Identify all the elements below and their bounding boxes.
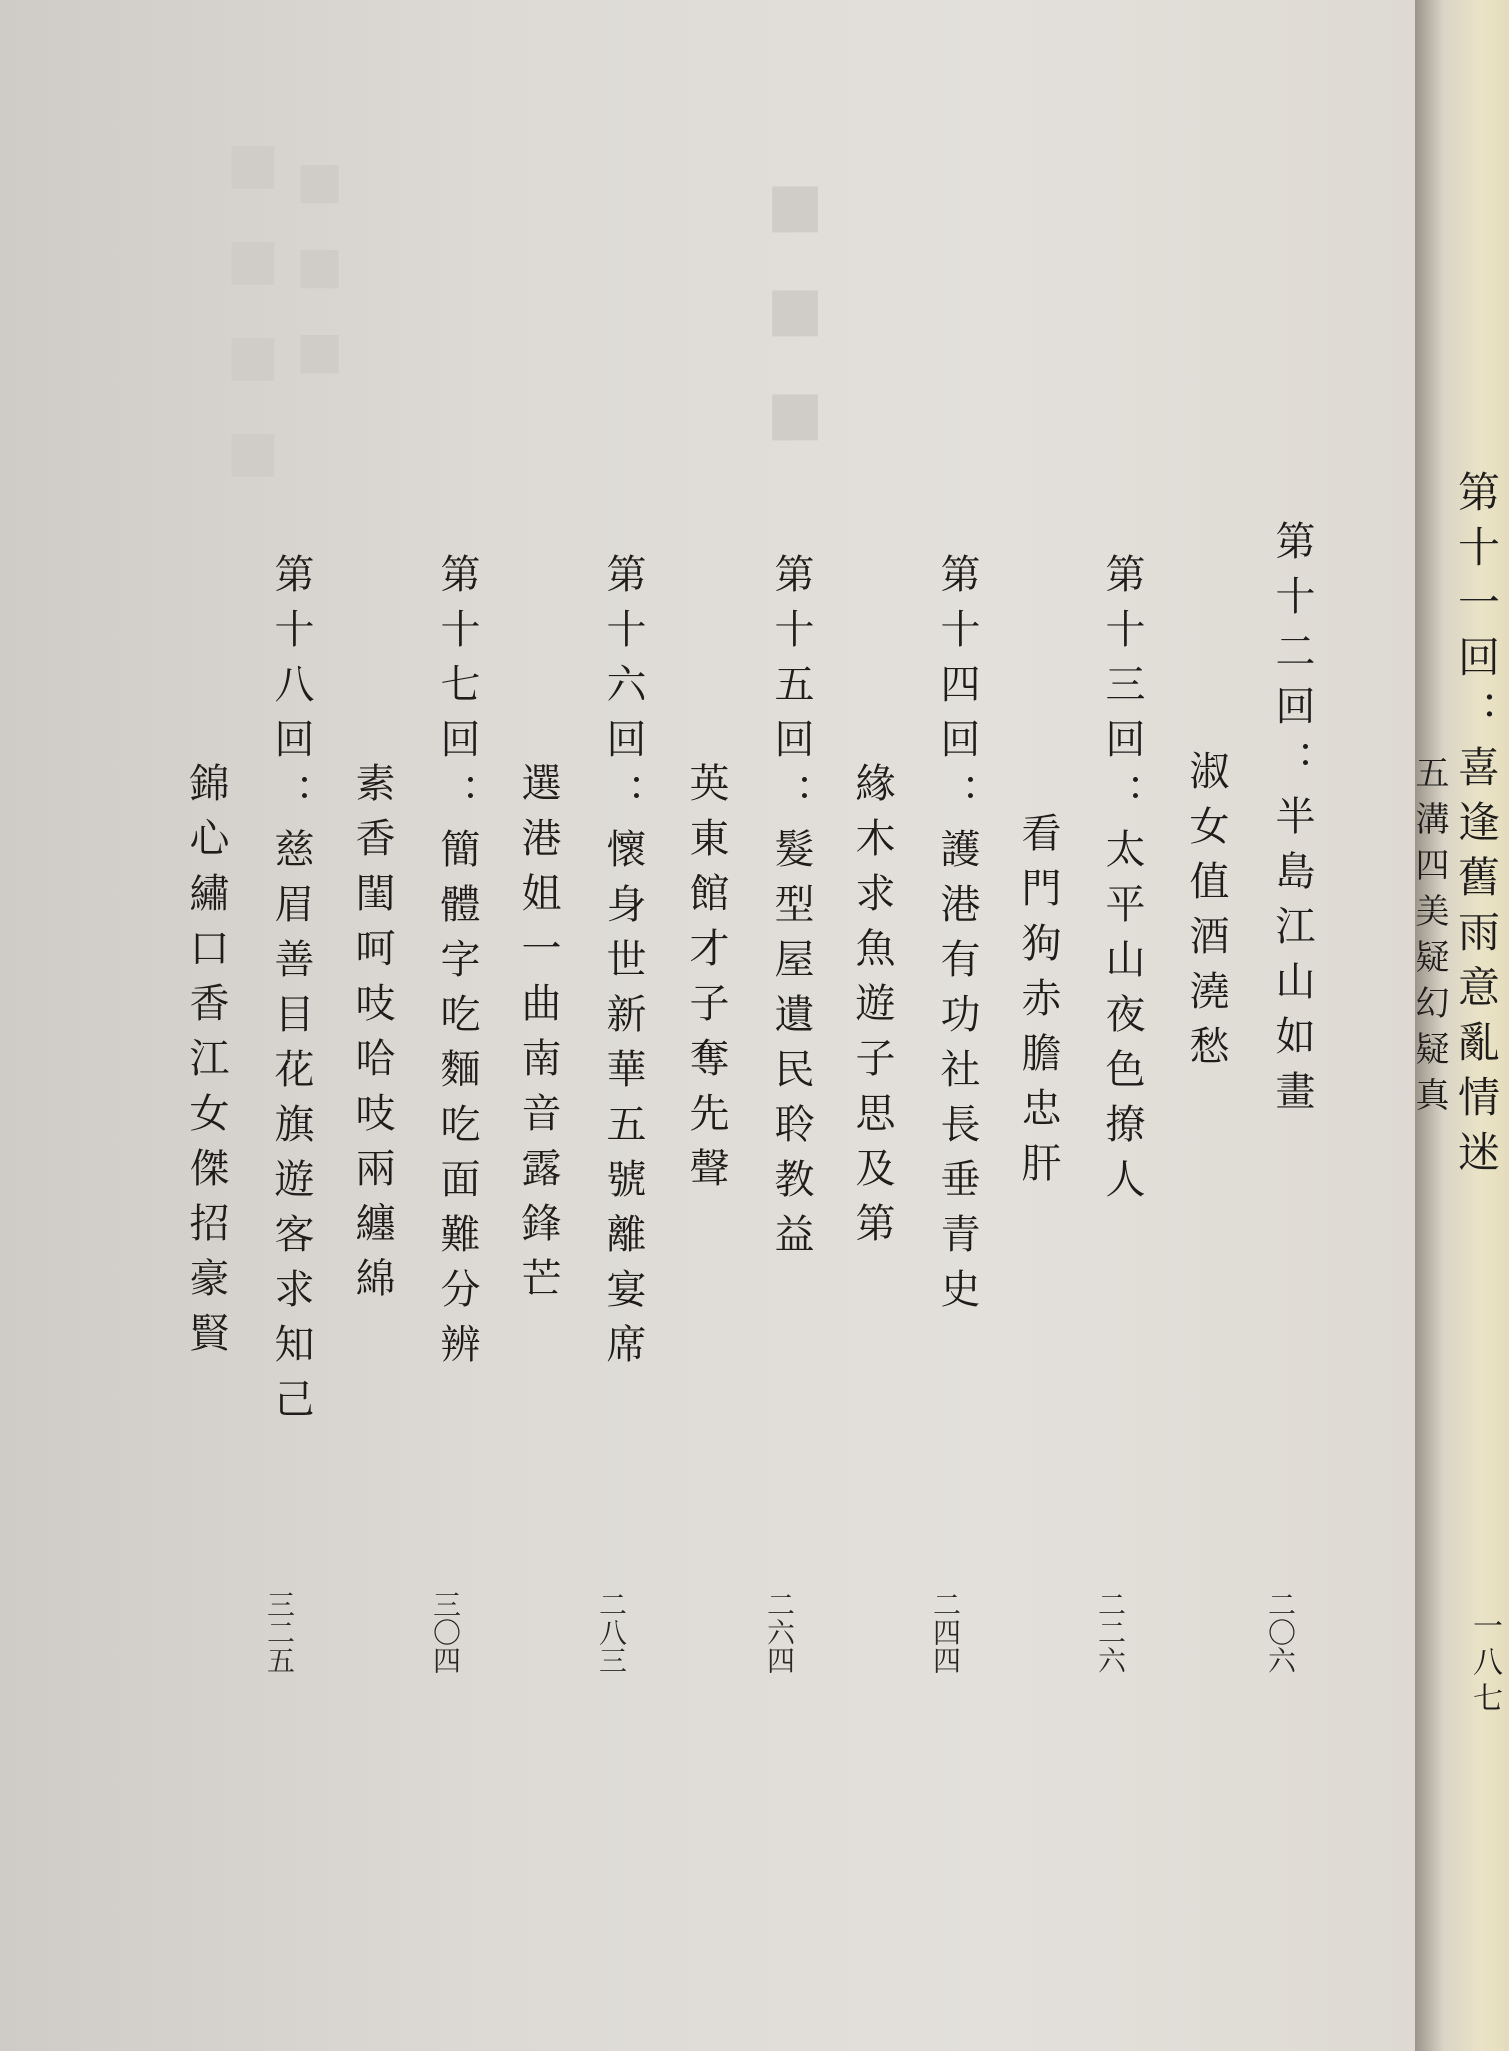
entry-title: 第十七回：簡體字吃麵吃面難分辨	[434, 553, 480, 1378]
bleed-through-mark: ■■■	[760, 170, 830, 482]
entry-subtitle: 選港姐一曲南音露鋒芒	[515, 762, 561, 1312]
running-header-chapter: 第十一回：喜逢舊雨意亂情迷	[1452, 470, 1501, 1185]
entry-subtitle: 看門狗赤膽忠肝	[1015, 812, 1061, 1197]
entry-page-number: 三二五	[263, 1590, 296, 1674]
entry-page-number: 二〇六	[1264, 1590, 1297, 1674]
entry-title: 第十二回：半島江山如畫	[1269, 520, 1315, 1125]
page-number: 一八七	[1467, 1610, 1502, 1718]
entry-title: 第十六回：懷身世新華五號離宴席	[600, 553, 646, 1378]
entry-title: 第十五回：髮型屋遺民聆教益	[768, 553, 814, 1268]
entry-page-number: 三〇四	[429, 1590, 462, 1674]
entry-page-number: 二六四	[763, 1590, 796, 1674]
running-header-subtitle: 五溝四美疑幻疑真	[1409, 755, 1449, 1123]
entry-subtitle: 緣木求魚遊子思及第	[849, 762, 895, 1257]
entry-page-number: 二四四	[929, 1590, 962, 1674]
bleed-through-mark: ■■■	[290, 150, 349, 405]
entry-title: 第十四回：護港有功社長垂青史	[934, 553, 980, 1323]
entry-page-number: 二二六	[1094, 1590, 1127, 1674]
entry-title: 第十八回：慈眉善目花旗遊客求知己	[268, 553, 314, 1433]
entry-subtitle: 淑女值酒澆愁	[1183, 750, 1229, 1080]
entry-subtitle: 英東館才子奪先聲	[683, 762, 729, 1202]
entry-subtitle: 錦心繡口香江女傑招豪賢	[183, 762, 229, 1367]
entry-subtitle: 素香閨呵吱哈吱兩纏綿	[349, 762, 395, 1312]
entry-title: 第十三回：太平山夜色撩人	[1099, 553, 1145, 1213]
entry-page-number: 二八三	[595, 1590, 628, 1674]
bleed-through-mark: ■■■■	[220, 130, 286, 514]
